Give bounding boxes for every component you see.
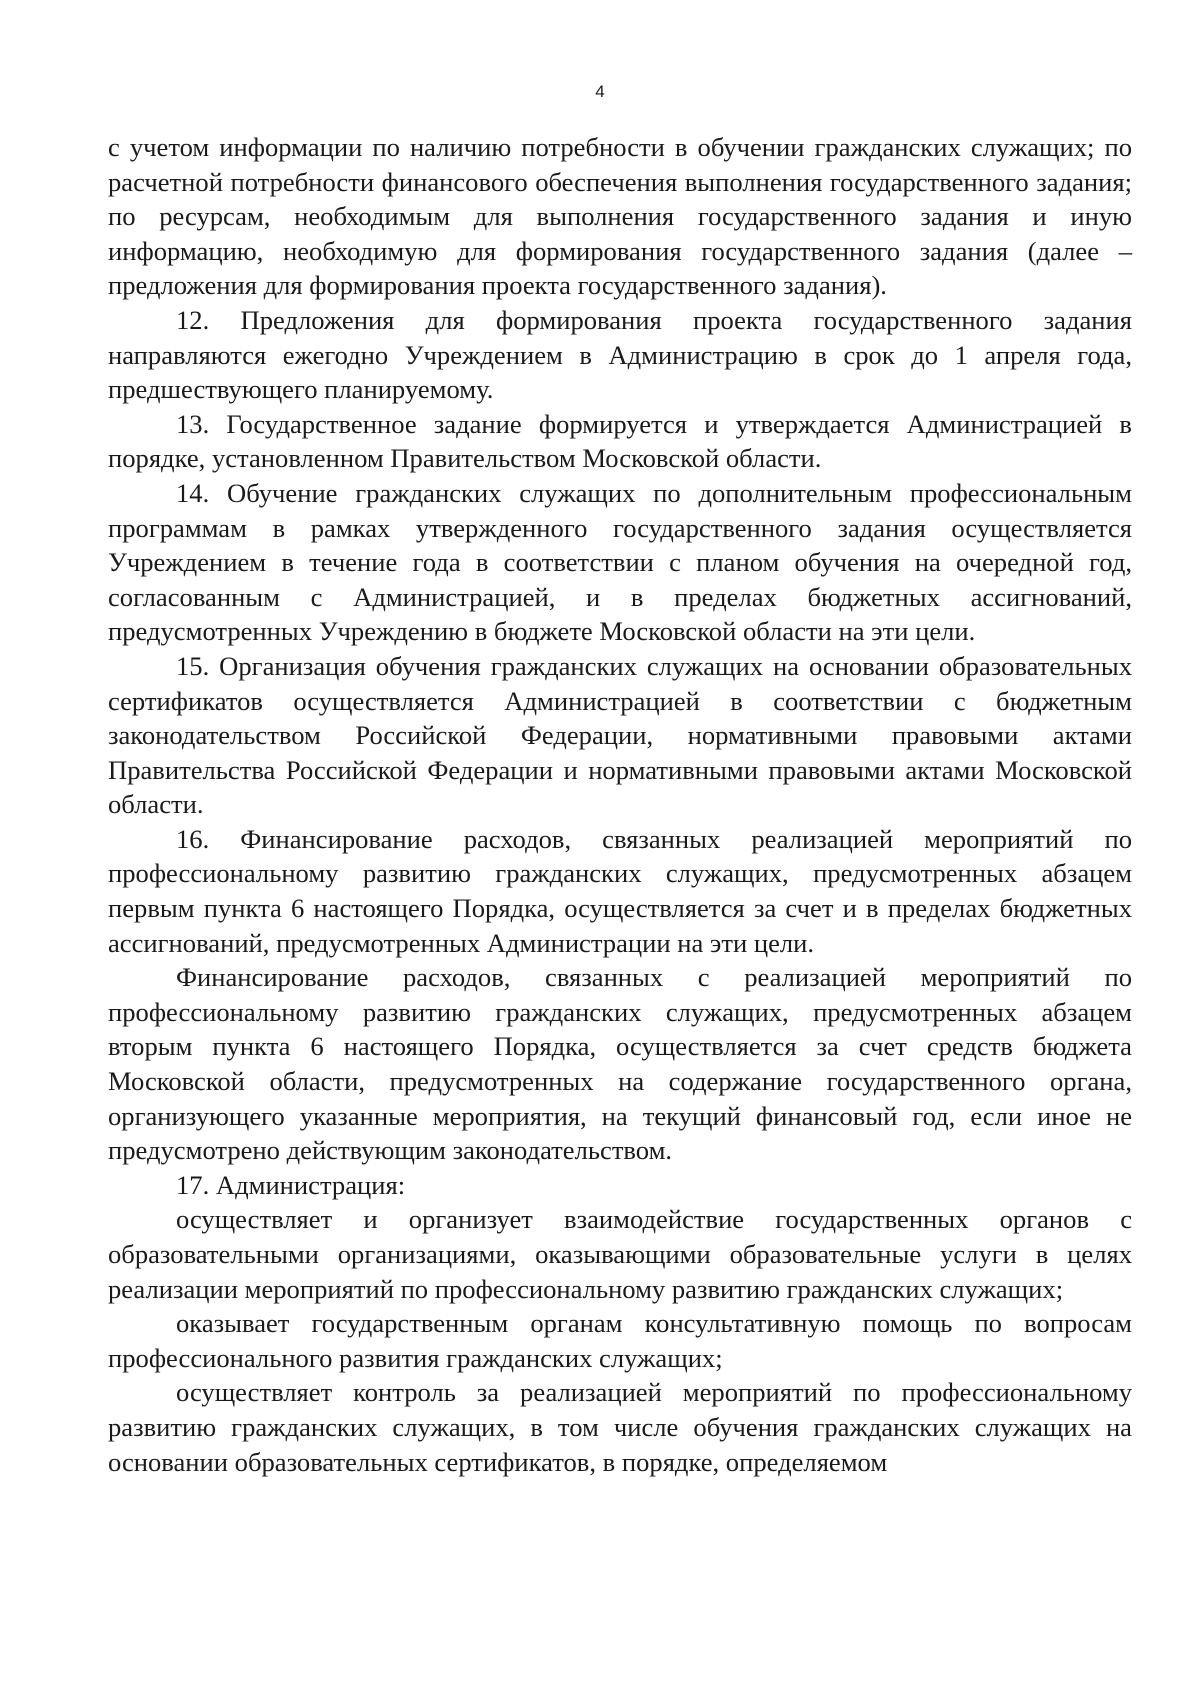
paragraph-item-17-duty-2: оказывает государственным органам консультативную помощь по вопросам профессионального развития гражданских служащих;: [108, 1308, 1132, 1373]
paragraph-item-12: 12. Предложения для формирования проекта государственного задания направляются ежегодно Учреждением в Администрацию в срок до 1 апреля года, предшествующего планируемому.: [108, 304, 1132, 405]
paragraph-item-14: 14. Обучение гражданских служащих по дополнительным профессиональным программам в рамках утвержденного государственного задания осуществляется Учреждением в течение года в соответствии с планом обучения на очередной год, согласованным с Администрацией, и в пределах бюджетных ассигнований, предусмотренных Учреждению в бюджете Московской области на эти цели.: [108, 477, 1132, 647]
paragraph-item-13: 13. Государственное задание формируется и утверждается Администрацией в порядке, установленном Правительством Московской области.: [108, 408, 1132, 474]
paragraph-item-17-heading: 17. Администрация:: [176, 1169, 406, 1200]
paragraph-item-15: 15. Организация обучения гражданских служащих на основании образовательных сертификатов осуществляется Администрацией в соответствии с бюджетным законодательством Российской Федерации, нормативными правовыми актами Правительства Российской Федерации и нормативными правовыми актами Московской области.: [108, 650, 1132, 820]
page-number: 4: [595, 82, 605, 101]
paragraph-continuation: с учетом информации по наличию потребности в обучении гражданских служащих; по расчетной потребности финансового обеспечения выполнения государственного задания; по ресурсам, необходимым для выполнения государственного задания и иную информацию, необходимую для формирования государственного задания (далее – предложения для формирования проекта государственного задания).: [108, 132, 1132, 301]
paragraph-item-16: 16. Финансирование расходов, связанных реализацией мероприятий по профессиональному развитию гражданских служащих, предусмотренных абзацем первым пункта 6 настоящего Порядка, осуществляется за счет и в пределах бюджетных ассигнований, предусмотренных Администрации на эти цели.: [108, 823, 1132, 958]
document-body: [108, 130, 1132, 1479]
paragraph-item-16-part-2: Финансирование расходов, связанных с реализацией мероприятий по профессиональному развитию гражданских служащих, предусмотренных абзацем вторым пункта 6 настоящего Порядка, осуществляется за счет средств бюджета Московской области, предусмотренных на содержание государственного органа, организующего указанные мероприятия, на текущий финансовый год, если иное не предусмотрено действующим законодательством.: [108, 962, 1132, 1166]
paragraph-item-17-duty-3: осуществляет контроль за реализацией мероприятий по профессиональному развитию гражданских служащих, в том числе обучения гражданских служащих на основании образовательных сертификатов, в порядке, определяемом: [108, 1377, 1132, 1477]
paragraph-item-17-duty-1: осуществляет и организует взаимодействие государственных органов с образовательными организациями, оказывающими образовательные услуги в целях реализации мероприятий по профессиональному развитию гражданских служащих;: [108, 1204, 1132, 1304]
